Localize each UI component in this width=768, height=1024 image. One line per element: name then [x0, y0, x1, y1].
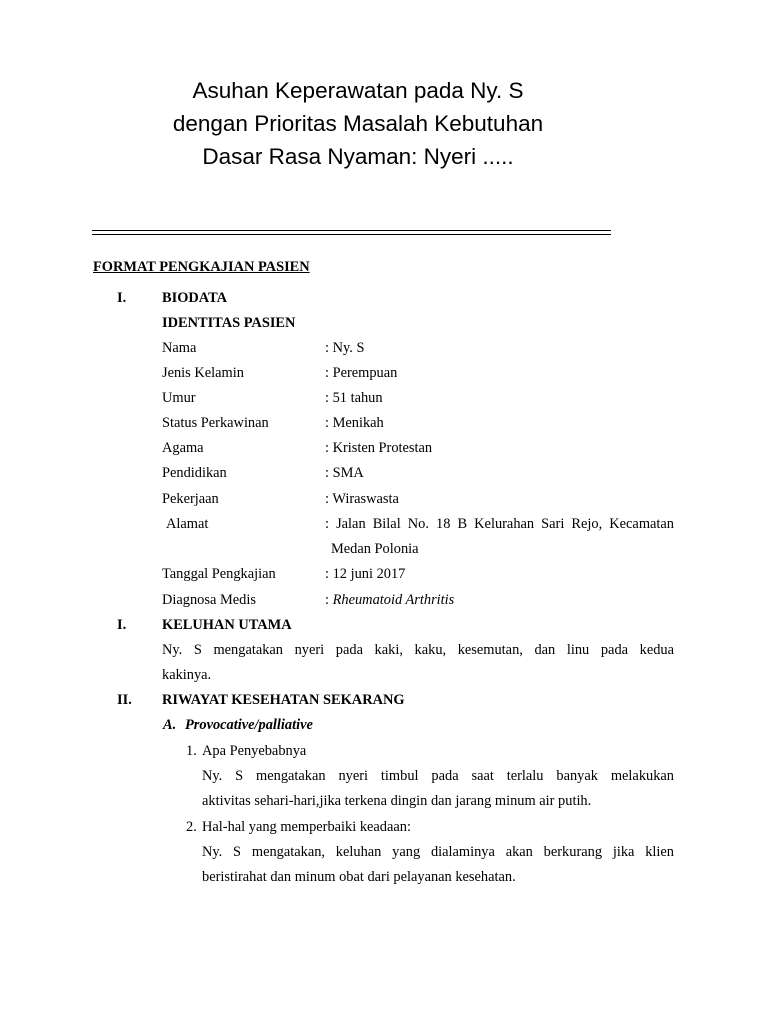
field-label-umur: Umur — [162, 390, 196, 406]
keluhan-text-line-1: Ny. S mengatakan nyeri pada kaki, kaku, kesemutan, dan linu pada kedua — [162, 642, 674, 658]
item-number-2: 2. — [186, 819, 197, 835]
section-numeral-keluhan: I. — [117, 617, 127, 633]
field-label-tanggal-pengkajian: Tanggal Pengkajian — [162, 566, 276, 582]
field-label-pendidikan: Pendidikan — [162, 465, 227, 481]
field-value-tanggal-pengkajian: : 12 juni 2017 — [325, 566, 406, 582]
field-value-diagnosa-medis — [325, 591, 454, 609]
item-answer-1-line-2: aktivitas sehari-hari,jika terkena dingin dan jarang minum air putih. — [202, 793, 592, 809]
item-question-1: Apa Penyebabnya — [202, 743, 307, 759]
field-label-nama: Nama — [162, 340, 197, 356]
document-title — [100, 74, 616, 173]
field-value-umur: : 51 tahun — [325, 390, 383, 406]
title-line-2: dengan Prioritas Masalah Kebutuhan — [172, 111, 544, 136]
field-value-pekerjaan: : Wiraswasta — [325, 491, 399, 507]
field-value-agama: : Kristen Protestan — [325, 440, 433, 456]
format-heading: FORMAT PENGKAJIAN PASIEN — [93, 259, 310, 275]
field-label-diagnosa-medis: Diagnosa Medis — [162, 592, 256, 608]
section-heading-biodata: BIODATA — [162, 290, 228, 306]
field-label-status-perkawinan: Status Perkawinan — [162, 415, 269, 431]
subsection-marker-a: A. — [163, 717, 177, 733]
field-value-alamat-continued: Medan Polonia — [331, 541, 419, 557]
field-value-pendidikan: : SMA — [325, 465, 364, 481]
section-numeral-biodata: I. — [117, 290, 127, 306]
diagnosa-prefix: : — [325, 592, 333, 608]
title-line-1: Asuhan Keperawatan pada Ny. S — [192, 78, 524, 103]
section-heading-riwayat: RIWAYAT KESEHATAN SEKARANG — [162, 692, 405, 708]
diagnosa-italic-value: Rheumatoid Arthritis — [332, 592, 455, 608]
field-value-alamat: : Jalan Bilal No. 18 B Kelurahan Sari Rejo, Kecamatan — [325, 516, 674, 532]
field-label-pekerjaan: Pekerjaan — [162, 491, 219, 507]
subsection-label-provocative: Provocative/palliative — [185, 717, 313, 733]
item-number-1: 1. — [186, 743, 197, 759]
identitas-pasien-heading: IDENTITAS PASIEN — [162, 315, 296, 331]
field-value-nama: : Ny. S — [325, 340, 365, 356]
field-label-jenis-kelamin: Jenis Kelamin — [162, 365, 244, 381]
field-value-status-perkawinan: : Menikah — [325, 415, 384, 431]
item-answer-1-line-1: Ny. S mengatakan nyeri timbul pada saat terlalu banyak melakukan — [202, 768, 674, 784]
field-label-agama: Agama — [162, 440, 204, 456]
section-numeral-riwayat: II. — [117, 692, 132, 708]
item-question-2: Hal-hal yang memperbaiki keadaan: — [202, 819, 411, 835]
double-rule-top — [92, 230, 611, 231]
keluhan-text-line-2: kakinya. — [162, 667, 212, 683]
field-value-jenis-kelamin: : Perempuan — [325, 365, 398, 381]
double-rule-bottom — [92, 234, 611, 235]
section-heading-keluhan: KELUHAN UTAMA — [162, 617, 292, 633]
field-label-alamat: Alamat — [166, 516, 209, 532]
item-answer-2-line-2: beristirahat dan minum obat dari pelayanan kesehatan. — [202, 869, 516, 885]
item-answer-2-line-1: Ny. S mengatakan, keluhan yang dialaminya akan berkurang jika klien — [202, 844, 674, 860]
title-line-3: Dasar Rasa Nyaman: Nyeri ..... — [202, 144, 514, 169]
